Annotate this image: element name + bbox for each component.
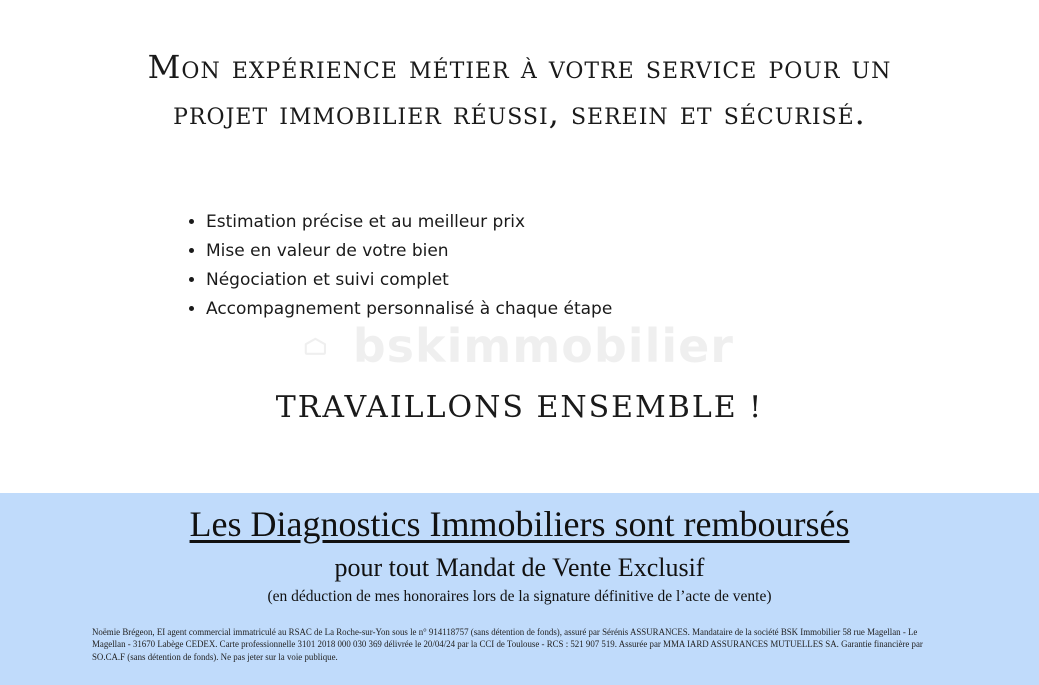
benefit-item: • Accompagnement personnalisé à chaque étape bbox=[206, 295, 612, 324]
benefits-list bbox=[186, 208, 612, 324]
benefit-item: • Mise en valeur de votre bien bbox=[206, 237, 612, 266]
banner-subtitle: pour tout Mandat de Vente Exclusif bbox=[334, 553, 705, 582]
bsk-logo-icon bbox=[304, 318, 327, 374]
call-to-action: TRAVAILLONS ENSEMBLE ! bbox=[275, 390, 764, 425]
watermark-text: bskimmobilier bbox=[352, 319, 734, 373]
diagnostics-banner bbox=[0, 493, 1039, 685]
benefit-item: • Négociation et suivi complet bbox=[206, 266, 612, 295]
bsk-watermark-logo bbox=[304, 318, 734, 374]
benefit-item: • Estimation précise et au meilleur prix bbox=[206, 208, 612, 237]
banner-note: (en déduction de mes honoraires lors de la signature définitive de l’acte de vente) bbox=[267, 588, 772, 605]
legal-notice: Noëmie Brégeon, EI agent commercial immatriculé au RSAC de La Roche-sur-Yon sous le n° 914118757 (sans détention de fonds), assuré par Sérénis ASSURANCES. Mandataire de la société BSK Immobilier 58 rue Magellan - Le Magellan - 31670 Labège CEDEX. Carte professionnelle 3101 2018 000 030 369 délivrée le 20/04/24 par la CCI de Toulouse - RCS : 521 907 519. Assurée par MMA IARD ASSURANCES MUTUELLES SA. Garantie financière par SO.CA.F (sans détention de fonds). Ne pas jeter sur la voie publique. bbox=[92, 627, 923, 662]
headline-line-2: projet immobilier réussi, serein et sécurisé. bbox=[173, 94, 866, 132]
banner-title: Les Diagnostics Immobiliers sont remboursés bbox=[189, 504, 850, 544]
headline-line-1: Mon expérience métier à votre service pour un bbox=[147, 48, 892, 86]
headline bbox=[40, 44, 999, 136]
